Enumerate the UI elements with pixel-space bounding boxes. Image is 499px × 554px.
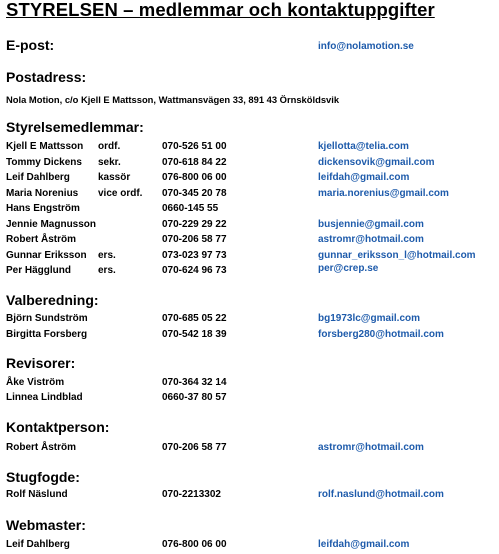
stugfogde-email-link[interactable]: rolf.naslund@hotmail.com — [318, 489, 444, 500]
stugfogde-name: Rolf Näslund — [6, 489, 68, 500]
member-name: Leif Dahlberg — [6, 172, 70, 183]
member-email-link[interactable]: per@crep.se — [318, 263, 379, 274]
kontaktperson-heading: Kontaktperson: — [6, 419, 110, 435]
kontaktperson-name: Robert Åström — [6, 442, 77, 453]
member-name: Jennie Magnusson — [6, 219, 97, 230]
valberedning-email-link[interactable]: bg1973lc@gmail.com — [318, 313, 421, 324]
revisor-name: Åke Viström — [6, 377, 65, 388]
webmaster-phone: 076-800 06 00 — [162, 539, 227, 550]
member-name: Gunnar Eriksson — [6, 250, 87, 261]
member-role: kassör — [98, 172, 131, 183]
postadress-heading: Postadress: — [6, 69, 87, 85]
member-role: vice ordf. — [98, 188, 143, 199]
member-role: ers. — [98, 265, 116, 276]
member-role: ordf. — [98, 141, 121, 152]
member-role: sekr. — [98, 157, 121, 168]
valberedning-heading: Valberedning: — [6, 292, 99, 308]
valberedning-phone: 070-685 05 22 — [162, 313, 227, 324]
member-email-link[interactable]: busjennie@gmail.com — [318, 219, 424, 230]
page-title: STYRELSEN – medlemmar och kontaktuppgifter — [6, 0, 435, 20]
member-name: Kjell E Mattsson — [6, 141, 84, 152]
revisorer-heading: Revisorer: — [6, 355, 76, 371]
valberedning-email-link[interactable]: forsberg280@hotmail.com — [318, 329, 444, 340]
member-email-link[interactable]: astromr@hotmail.com — [318, 234, 424, 245]
stugfogde-phone: 070-2213302 — [162, 489, 221, 500]
revisor-phone: 070-364 32 14 — [162, 377, 227, 388]
member-name: Hans Engström — [6, 203, 80, 214]
member-name: Robert Åström — [6, 234, 77, 245]
valberedning-phone: 070-542 18 39 — [162, 329, 227, 340]
member-phone: 070-526 51 00 — [162, 141, 227, 152]
member-phone: 0660-145 55 — [162, 203, 219, 214]
member-phone: 070-229 29 22 — [162, 219, 227, 230]
postadress-text: Nola Motion, c/o Kjell E Mattsson, Wattmansvägen 33, 891 43 Örnsköldsvik — [6, 94, 340, 105]
member-name: Tommy Dickens — [6, 157, 82, 168]
valberedning-name: Björn Sundström — [6, 313, 88, 324]
member-email-link[interactable]: kjellotta@telia.com — [318, 141, 409, 152]
webmaster-heading: Webmaster: — [6, 517, 86, 533]
revisor-name: Linnea Lindblad — [6, 392, 83, 403]
member-name: Per Hägglund — [6, 265, 72, 276]
epost-email-link[interactable]: info@nolamotion.se — [318, 41, 414, 52]
webmaster-email-link[interactable]: leifdah@gmail.com — [318, 539, 410, 550]
member-phone: 070-618 84 22 — [162, 157, 227, 168]
styrelse-heading: Styrelsemedlemmar: — [6, 119, 144, 135]
member-email-link[interactable]: dickensovik@gmail.com — [318, 157, 435, 168]
member-phone: 073-023 97 73 — [162, 250, 227, 261]
valberedning-name: Birgitta Forsberg — [6, 329, 88, 340]
kontaktperson-phone: 070-206 58 77 — [162, 442, 227, 453]
member-phone: 070-345 20 78 — [162, 188, 227, 199]
webmaster-name: Leif Dahlberg — [6, 539, 70, 550]
stugfogde-heading: Stugfogde: — [6, 469, 80, 485]
member-phone: 076-800 06 00 — [162, 172, 227, 183]
epost-heading: E-post: — [6, 37, 55, 53]
member-phone: 070-206 58 77 — [162, 234, 227, 245]
revisor-phone: 0660-37 80 57 — [162, 392, 227, 403]
member-email-link[interactable]: gunnar_eriksson_l@hotmail.com — [318, 250, 476, 261]
kontaktperson-email-link[interactable]: astromr@hotmail.com — [318, 442, 424, 453]
member-name: Maria Norenius — [6, 188, 79, 199]
member-role: ers. — [98, 250, 116, 261]
member-email-link[interactable]: leifdah@gmail.com — [318, 172, 410, 183]
member-email-link[interactable]: maria.norenius@gmail.com — [318, 188, 449, 199]
member-phone: 070-624 96 73 — [162, 265, 227, 276]
